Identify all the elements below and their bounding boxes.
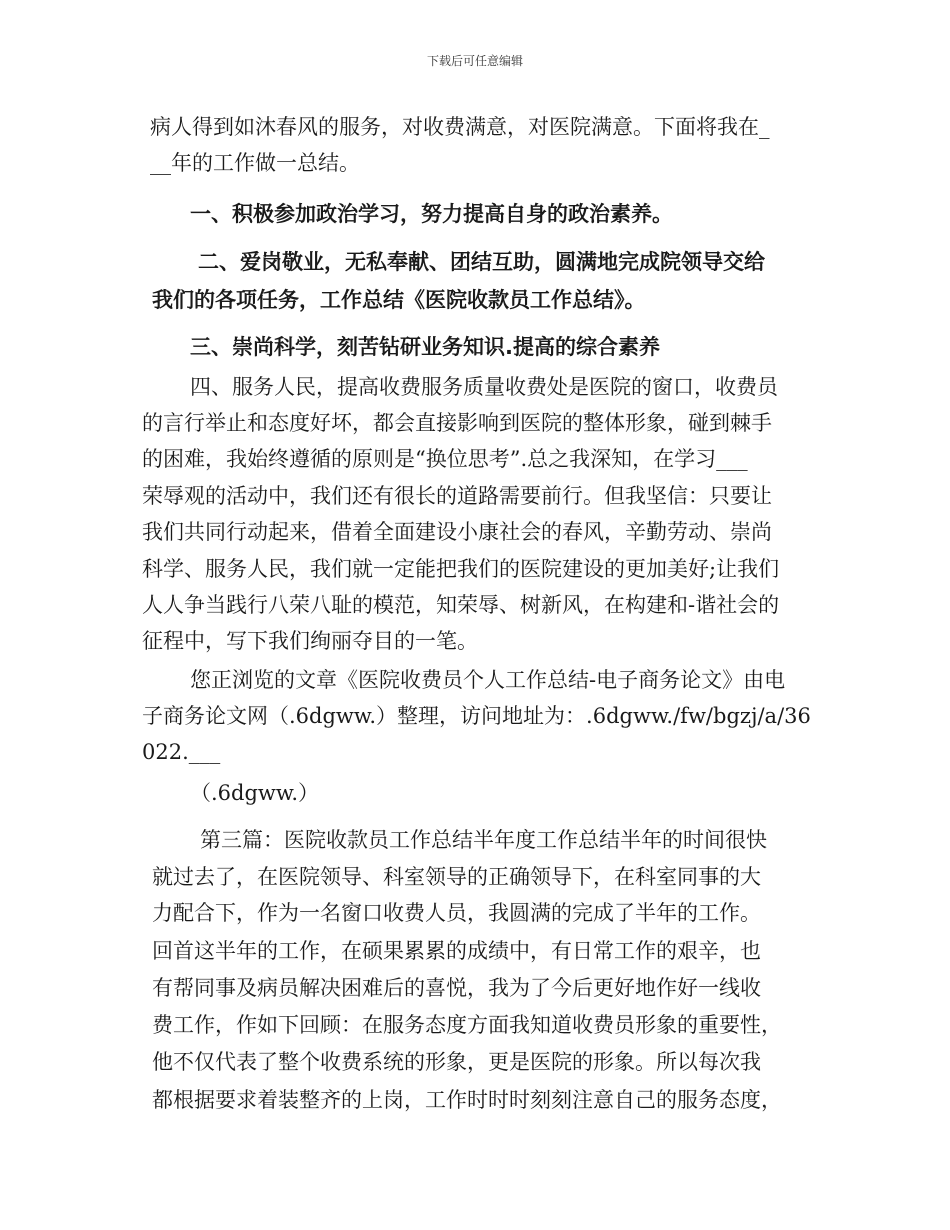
body-line: 我们共同行动起来，借着全面建设小康社会的春风，辛勤劳动、崇尚: [142, 520, 772, 544]
body-line: 回首这半年的工作，在硕果累累的成绩中，有日常工作的艰辛，也: [152, 939, 761, 963]
body-line: 子商务论文网（.6dgww.）整理，访问地址为：.6dgww./fw/bgzj/a/36: [142, 704, 811, 728]
body-line: 有帮同事及病员解决困难后的喜悦，我为了今后更好地作好一线收: [152, 976, 761, 1000]
heading-line: 我们的各项任务，工作总结《医院收款员工作总结》。: [152, 288, 646, 312]
body-line: 就过去了，在医院领导、科室领导的正确领导下，在科室同事的大: [152, 865, 761, 889]
body-line: 022.___: [142, 740, 221, 764]
body-line: __年的工作做一总结。: [150, 151, 360, 175]
heading-line: 一、积极参加政治学习，努力提高自身的政治素养。: [190, 202, 673, 226]
body-line: 征程中，写下我们绚丽夺目的一笔。: [142, 629, 478, 653]
heading-line: 三、崇尚科学，刻苦钻研业务知识.提高的综合素养: [190, 335, 660, 359]
body-line: 四、服务人民，提高收费服务质量收费处是医院的窗口，收费员: [190, 375, 778, 399]
body-line: 人人争当践行八荣八耻的模范，知荣辱、树新风，在构建和-谐社会的: [142, 593, 780, 617]
body-line: 的言行举止和态度好坏，都会直接影响到医院的整体形象，碰到棘手: [142, 411, 772, 435]
body-line: 您正浏览的文章《医院收费员个人工作总结-电子商务论文》由电: [190, 668, 786, 692]
body-line: 第三篇：医院收款员工作总结半年度工作总结半年的时间很快: [200, 828, 767, 852]
body-line: 科学、服务人民，我们就一定能把我们的医院建设的更加美好;让我们: [142, 557, 780, 581]
body-line: 病人得到如沐春风的服务，对收费满意，对医院满意。下面将我在_: [150, 115, 770, 139]
body-line: 都根据要求着装整齐的上岗，工作时时时刻刻注意自己的服务态度，: [152, 1088, 782, 1112]
body-line: 力配合下，作为一名窗口收费人员，我圆满的完成了半年的工作。: [152, 901, 761, 925]
page-header: 下载后可任意编辑: [426, 54, 523, 68]
body-line: 荣辱观的活动中，我们还有很长的道路需要前行。但我坚信：只要让: [142, 484, 772, 508]
body-line: （.6dgww.）: [190, 781, 320, 805]
heading-line: 二、爱岗敬业，无私奉献、团结互助，圆满地完成院领导交给: [198, 250, 765, 274]
body-line: 费工作，作如下回顾：在服务态度方面我知道收费员形象的重要性，: [152, 1013, 782, 1037]
body-line: 他不仅代表了整个收费系统的形象，更是医院的形象。所以每次我: [152, 1050, 761, 1074]
body-line: 的困难，我始终遵循的原则是“换位思考”.总之我深知，在学习___: [142, 447, 748, 471]
